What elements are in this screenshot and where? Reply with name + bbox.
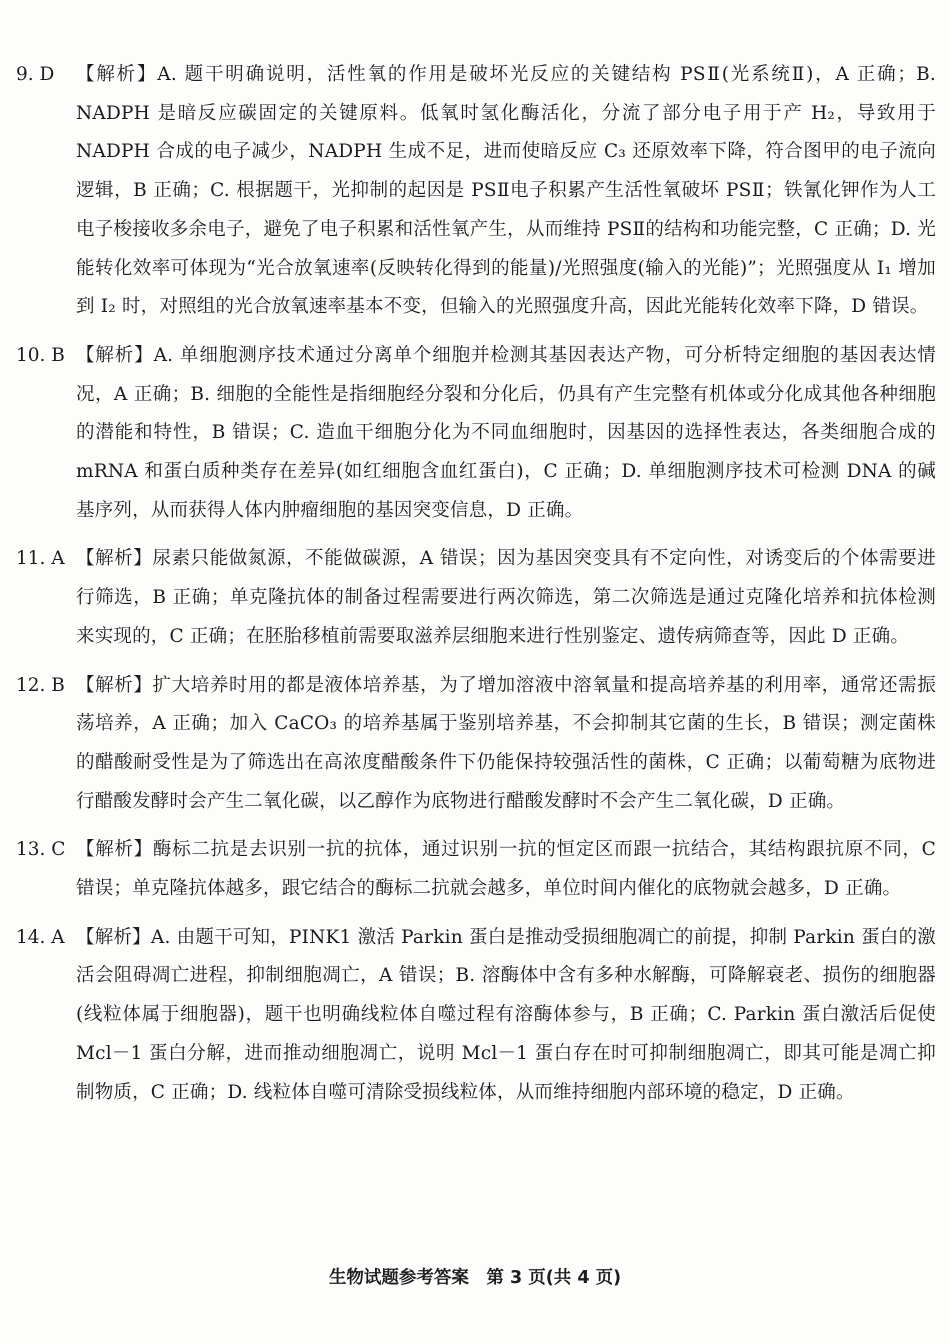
explanation-text: 【解析】A. 由题干可知，PINK1 激活 Parkin 蛋白是推动受损细胞凋亡的前提，抑制 Parkin 蛋白的激活会阻碍凋亡进程，抑制细胞凋亡，A 错误；B. 溶酶体中含有多种水解酶，可降解衰老、损伤的细胞器(线粒体属于细胞器)，题干也明确线粒体自噬过程有溶酶体参与，B 正确；C. Parkin 蛋白激活后促使 Mcl－1 蛋白分解，进而推动细胞凋亡，说明 Mcl－1 蛋白存在时可抑制细胞凋亡，即其可能是凋亡抑制物质，C 正确；D. 线粒体自噬可清除受损线粒体，从而维持细胞内部环境的稳定，D 正确。 [76,926,936,1103]
explanation-text: 【解析】扩大培养时用的都是液体培养基，为了增加溶液中溶氧量和提高培养基的利用率，通常还需振荡培养，A 正确；加入 CaCO₃ 的培养基属于鉴别培养基，不会抑制其它菌的生长，B 错误；测定菌株的醋酸耐受性是为了筛选出在高浓度醋酸条件下仍能保持较强活性的菌株，C 正确；以葡萄糖为底物进行醋酸发酵时会产生二氧化碳，以乙醇作为底物进行醋酸发酵时不会产生二氧化碳，D 正确。 [76,674,936,812]
answer-item-11 [0,540,950,656]
explanation-text: 【解析】A. 单细胞测序技术通过分离单个细胞并检测其基因表达产物，可分析特定细胞的基因表达情况，A 正确；B. 细胞的全能性是指细胞经分裂和分化后，仍具有产生完整有机体或分化成其他各种细胞的潜能和特性，B 错误；C. 造血干细胞分化为不同血细胞时，因基因的选择性表达，各类细胞合成的 mRNA 和蛋白质种类存在差异(如红细胞含血红蛋白)，C 正确；D. 单细胞测序技术可检测 DNA 的碱基序列，从而获得人体内肿瘤细胞的基因突变信息，D 正确。 [76,344,936,521]
answer-item-12 [0,667,950,822]
answer-item-13 [0,831,950,908]
page-footer: 生物试题参考答案 第 3 页(共 4 页) [328,1268,622,1288]
question-number: 9. D [16,64,55,85]
explanation-text: 【解析】A. 题干明确说明，活性氧的作用是破坏光反应的关键结构 PSⅡ(光系统Ⅱ)，A 正确；B. NADPH 是暗反应碳固定的关键原料。低氧时氢化酶活化，分流了部分电子用于产 H₂，导致用于 NADPH 合成的电子减少，NADPH 生成不足，进而使暗反应 C₃ 还原效率下降，符合图甲的电子流向逻辑，B 正确；C. 根据题干，光抑制的起因是 PSⅡ电子积累产生活性氧破坏 PSⅡ；铁氰化钾作为人工电子梭接收多余电子，避免了电子积累和活性氧产生，从而维持 PSⅡ的结构和功能完整，C 正确；D. 光能转化效率可体现为“光合放氧速率(反映转化得到的能量)/光照强度(输入的光能)”；光照强度从 I₁ 增加到 I₂ 时，对照组的光合放氧速率基本不变，但输入的光照强度升高，因此光能转化效率下降，D 错误。 [76,64,936,318]
explanation-text: 【解析】酶标二抗是去识别一抗的抗体，通过识别一抗的恒定区而跟一抗结合，其结构跟抗原不同，C 错误；单克隆抗体越多，跟它结合的酶标二抗就会越多，单位时间内催化的底物就会越多，D 正确。 [76,839,936,900]
answer-item-10 [0,337,950,531]
explanation-text: 【解析】尿素只能做氮源，不能做碳源，A 错误；因为基因突变具有不定向性，对诱变后的个体需要进行筛选，B 正确；单克隆抗体的制备过程需要进行两次筛选，第二次筛选是通过克隆化培养和抗体检测来实现的，C 正确；在胚胎移植前需要取滋养层细胞来进行性别鉴定、遗传病筛查等，因此 D 正确。 [76,548,936,647]
question-number: 13. C [16,839,66,861]
question-number: 12. B [16,674,65,696]
answer-item-9 [0,56,950,327]
question-number: 11. A [16,548,65,570]
answer-list [0,56,950,1122]
answer-item-14 [0,919,950,1113]
question-number: 10. B [16,344,65,366]
question-number: 14. A [16,926,65,948]
